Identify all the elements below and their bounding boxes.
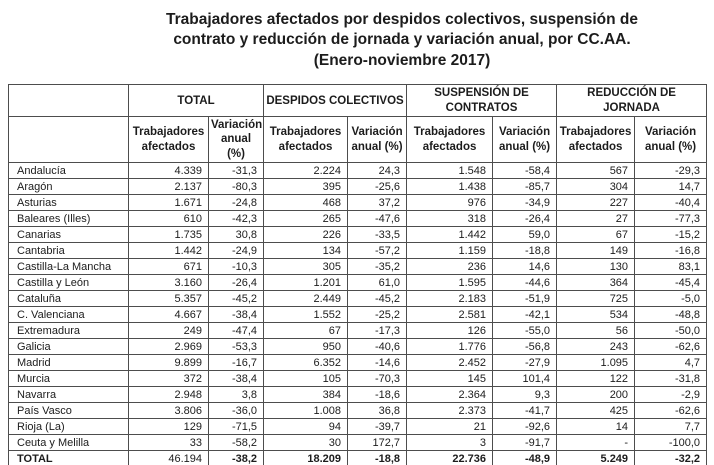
value-cell: 1.548 [407,163,493,179]
value-cell: -100,0 [635,435,707,451]
value-cell: -25,2 [348,307,407,323]
value-cell: 67 [264,323,348,339]
value-cell: -44,6 [493,275,557,291]
value-cell: -17,3 [348,323,407,339]
value-cell: 243 [557,339,635,355]
table-row [9,371,707,387]
value-cell: 226 [264,227,348,243]
value-cell: 6.352 [264,355,348,371]
group-header-row [9,85,707,117]
value-cell: 1.595 [407,275,493,291]
value-cell: -45,2 [348,291,407,307]
sub-header-variation: Variación anual (%) [635,117,707,163]
value-cell: 2.452 [407,355,493,371]
sub-header-workers: Trabajadores afectados [129,117,209,163]
table-row [9,435,707,451]
value-cell: 3 [407,435,493,451]
value-cell: -2,9 [635,387,707,403]
sub-header-workers: Trabajadores afectados [407,117,493,163]
value-cell: 149 [557,243,635,259]
table-row [9,451,707,465]
value-cell: -26,4 [209,275,264,291]
value-cell: 1.159 [407,243,493,259]
value-cell: 21 [407,419,493,435]
value-cell: 200 [557,387,635,403]
value-cell: 101,4 [493,371,557,387]
region-cell: Canarias [9,227,129,243]
region-cell: Andalucía [9,163,129,179]
table-row [9,179,707,195]
region-cell: Ceuta y Melilla [9,435,129,451]
value-cell: 4.667 [129,307,209,323]
table-body [9,163,707,465]
region-cell: Extremadura [9,323,129,339]
value-cell: 46.194 [129,451,209,465]
value-cell: -31,8 [635,371,707,387]
value-cell: -18,8 [348,451,407,465]
value-cell: 671 [129,259,209,275]
value-cell: -39,7 [348,419,407,435]
value-cell: 384 [264,387,348,403]
value-cell: 425 [557,403,635,419]
region-cell: Baleares (Illes) [9,211,129,227]
table-row [9,419,707,435]
region-cell: Murcia [9,371,129,387]
value-cell: -14,6 [348,355,407,371]
table-row [9,211,707,227]
value-cell: -42,1 [493,307,557,323]
table-row [9,259,707,275]
table-row [9,307,707,323]
value-cell: -45,2 [209,291,264,307]
value-cell: 2.581 [407,307,493,323]
value-cell: 2.969 [129,339,209,355]
value-cell: -34,9 [493,195,557,211]
value-cell: 30 [264,435,348,451]
value-cell: 364 [557,275,635,291]
value-cell: 304 [557,179,635,195]
value-cell: 33 [129,435,209,451]
value-cell: -41,7 [493,403,557,419]
value-cell: 4.339 [129,163,209,179]
value-cell: 950 [264,339,348,355]
page-title [122,10,682,71]
value-cell: -40,4 [635,195,707,211]
value-cell: -33,5 [348,227,407,243]
value-cell: -10,3 [209,259,264,275]
table-row [9,323,707,339]
value-cell: 1.442 [129,243,209,259]
page-title-line-2: contrato y reducción de jornada y variación anual, por CC.AA. [173,31,631,49]
value-cell: 27 [557,211,635,227]
table-row [9,387,707,403]
value-cell: 122 [557,371,635,387]
value-cell: 56 [557,323,635,339]
value-cell: -62,6 [635,403,707,419]
value-cell: 610 [129,211,209,227]
value-cell: 2.183 [407,291,493,307]
value-cell: -32,2 [635,451,707,465]
group-header-total: TOTAL [129,85,264,117]
region-cell: Madrid [9,355,129,371]
region-cell: País Vasco [9,403,129,419]
value-cell: -58,2 [209,435,264,451]
value-cell: 134 [264,243,348,259]
value-cell: 5.249 [557,451,635,465]
value-cell: - [557,435,635,451]
value-cell: -29,3 [635,163,707,179]
sub-header-workers: Trabajadores afectados [557,117,635,163]
value-cell: 36,8 [348,403,407,419]
sub-header-variation: Variación anual (%) [209,117,264,163]
value-cell: -38,4 [209,371,264,387]
value-cell: 18.209 [264,451,348,465]
value-cell: 236 [407,259,493,275]
value-cell: 172,7 [348,435,407,451]
value-cell: -36,0 [209,403,264,419]
value-cell: 2.373 [407,403,493,419]
value-cell: -57,2 [348,243,407,259]
value-cell: -51,9 [493,291,557,307]
value-cell: 1.201 [264,275,348,291]
value-cell: -15,2 [635,227,707,243]
value-cell: -71,5 [209,419,264,435]
value-cell: 318 [407,211,493,227]
value-cell: 22.736 [407,451,493,465]
value-cell: -18,6 [348,387,407,403]
value-cell: -62,6 [635,339,707,355]
value-cell: 5.357 [129,291,209,307]
value-cell: -31,3 [209,163,264,179]
value-cell: 83,1 [635,259,707,275]
region-cell: C. Valenciana [9,307,129,323]
value-cell: 976 [407,195,493,211]
value-cell: -55,0 [493,323,557,339]
value-cell: 2.449 [264,291,348,307]
value-cell: -40,6 [348,339,407,355]
value-cell: -77,3 [635,211,707,227]
table-row [9,243,707,259]
region-cell: Castilla y León [9,275,129,291]
value-cell: 305 [264,259,348,275]
value-cell: -70,3 [348,371,407,387]
value-cell: 130 [557,259,635,275]
value-cell: -27,9 [493,355,557,371]
value-cell: 3.160 [129,275,209,291]
value-cell: 1.776 [407,339,493,355]
value-cell: 249 [129,323,209,339]
value-cell: -38,4 [209,307,264,323]
value-cell: 129 [129,419,209,435]
value-cell: -47,4 [209,323,264,339]
value-cell: 1.442 [407,227,493,243]
value-cell: -38,2 [209,451,264,465]
value-cell: -42,3 [209,211,264,227]
region-cell: Aragón [9,179,129,195]
value-cell: -80,3 [209,179,264,195]
page-title-line-1: Trabajadores afectados por despidos colectivos, suspensión de [165,11,639,28]
table-row [9,227,707,243]
table-row [9,403,707,419]
region-cell: Cantabria [9,243,129,259]
value-cell: 1.735 [129,227,209,243]
value-cell: 9,3 [493,387,557,403]
value-cell: 2.948 [129,387,209,403]
value-cell: -48,9 [493,451,557,465]
region-cell: Asturias [9,195,129,211]
value-cell: -56,8 [493,339,557,355]
sub-header-row [9,117,707,163]
group-header-reduccion-jornada: REDUCCIÓN DE JORNADA [557,85,707,117]
value-cell: 3,8 [209,387,264,403]
value-cell: 534 [557,307,635,323]
value-cell: -24,8 [209,195,264,211]
value-cell: 372 [129,371,209,387]
value-cell: 468 [264,195,348,211]
value-cell: 37,2 [348,195,407,211]
value-cell: -18,8 [493,243,557,259]
value-cell: -91,7 [493,435,557,451]
table-row [9,163,707,179]
region-cell: Navarra [9,387,129,403]
value-cell: -92,6 [493,419,557,435]
value-cell: 2.224 [264,163,348,179]
value-cell: -48,8 [635,307,707,323]
value-cell: 9.899 [129,355,209,371]
value-cell: -58,4 [493,163,557,179]
value-cell: -16,8 [635,243,707,259]
value-cell: -50,0 [635,323,707,339]
page-title-line-3: (Enero-noviembre 2017) [313,51,491,69]
value-cell: 567 [557,163,635,179]
value-cell: 227 [557,195,635,211]
value-cell: 1.008 [264,403,348,419]
sub-header-variation: Variación anual (%) [348,117,407,163]
table-row [9,355,707,371]
value-cell: 7,7 [635,419,707,435]
value-cell: 30,8 [209,227,264,243]
value-cell: 14,7 [635,179,707,195]
group-header-despidos-colectivos: DESPIDOS COLECTIVOS [264,85,407,117]
value-cell: 3.806 [129,403,209,419]
value-cell: 1.552 [264,307,348,323]
value-cell: 395 [264,179,348,195]
value-cell: 59,0 [493,227,557,243]
value-cell: 126 [407,323,493,339]
corner-cell-top [9,85,129,117]
value-cell: -53,3 [209,339,264,355]
sub-header-workers: Trabajadores afectados [264,117,348,163]
value-cell: -25,6 [348,179,407,195]
region-cell: Cataluña [9,291,129,307]
value-cell: 1.438 [407,179,493,195]
table-row [9,291,707,307]
value-cell: 1.671 [129,195,209,211]
value-cell: 94 [264,419,348,435]
table-row [9,195,707,211]
value-cell: 2.364 [407,387,493,403]
value-cell: 725 [557,291,635,307]
region-cell: Castilla-La Mancha [9,259,129,275]
value-cell: -16,7 [209,355,264,371]
value-cell: -24,9 [209,243,264,259]
table-row [9,275,707,291]
value-cell: 14 [557,419,635,435]
value-cell: 14,6 [493,259,557,275]
value-cell: 265 [264,211,348,227]
value-cell: 61,0 [348,275,407,291]
table-row [9,339,707,355]
value-cell: -85,7 [493,179,557,195]
value-cell: -26,4 [493,211,557,227]
value-cell: 105 [264,371,348,387]
data-table [8,84,707,465]
group-header-suspension-contratos: SUSPENSIÓN DE CONTRATOS [407,85,557,117]
value-cell: -45,4 [635,275,707,291]
value-cell: -35,2 [348,259,407,275]
corner-cell-bottom [9,117,129,163]
value-cell: 145 [407,371,493,387]
value-cell: 4,7 [635,355,707,371]
region-cell: Galicia [9,339,129,355]
region-cell: Rioja (La) [9,419,129,435]
sub-header-variation: Variación anual (%) [493,117,557,163]
value-cell: -5,0 [635,291,707,307]
value-cell: 1.095 [557,355,635,371]
region-cell: TOTAL [9,451,129,465]
value-cell: -47,6 [348,211,407,227]
value-cell: 67 [557,227,635,243]
value-cell: 24,3 [348,163,407,179]
value-cell: 2.137 [129,179,209,195]
